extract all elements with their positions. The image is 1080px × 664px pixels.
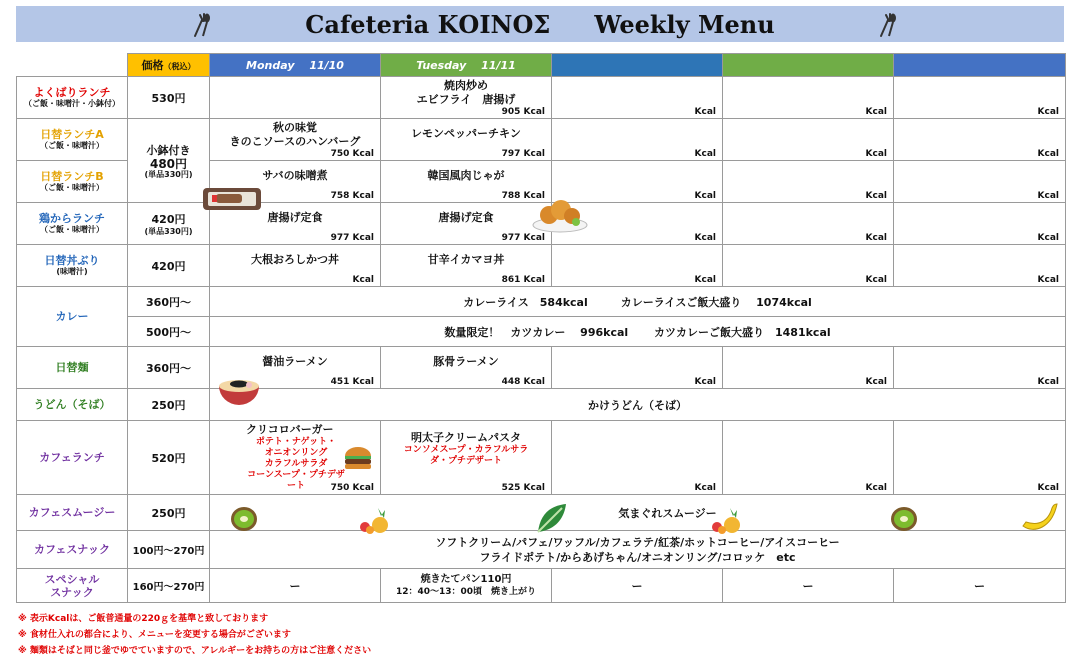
menu-row-noodle <box>17 347 1066 389</box>
vegetable-icon <box>534 502 570 534</box>
tuesday-cell: 唐揚げ定食 977 Kcal <box>381 203 552 245</box>
thursday-header <box>723 54 894 77</box>
footnote: ※ 麺類はそばと同じ釜でゆでていますので、アレルギーをお持ちの方はご注意ください <box>18 646 372 656</box>
wednesday-header <box>552 54 723 77</box>
pineapple-icon <box>358 506 392 534</box>
price-header: 価格（税込） <box>128 54 210 77</box>
monday-cell: クリコロバーガー ポテト・ナゲット・ オニオンリング カラフルサラダ コーンスープ・プチデザート 750 Kcal <box>210 421 381 495</box>
menu-title: Weekly Menu <box>594 9 775 39</box>
footnotes <box>18 611 371 659</box>
fried-chicken-icon <box>531 195 589 233</box>
udon-text: かけうどん（そば） <box>210 389 1066 421</box>
day4-cell: Kcal <box>723 245 894 287</box>
menu-row-cafe-lunch <box>17 421 1066 495</box>
day3-cell: Kcal <box>552 245 723 287</box>
row-price: 420円 <box>128 245 210 287</box>
monday-cell: サバの味噌煮 758 Kcal <box>210 161 381 203</box>
meal-box-icon <box>202 185 264 213</box>
row-price: 250円 <box>128 495 210 531</box>
menu-row-special-snack <box>17 569 1066 603</box>
row-name: 日替ランチA （ご飯・味噌汁） <box>17 119 128 161</box>
day3-cell: Kcal <box>552 77 723 119</box>
monday-cell: 唐揚げ定食 977 Kcal <box>210 203 381 245</box>
day5-cell: ー <box>894 569 1066 603</box>
ramen-icon <box>217 372 261 408</box>
tuesday-header: Tuesday 11/11 <box>381 54 552 77</box>
row-name: よくばりランチ （ご飯・味噌汁・小鉢付） <box>17 77 128 119</box>
kiwi-icon <box>890 506 918 532</box>
fork-spoon-icon <box>876 12 898 38</box>
day3-cell: Kcal <box>552 421 723 495</box>
monday-cell <box>210 77 381 119</box>
tuesday-cell: 韓国風肉じゃが 788 Kcal <box>381 161 552 203</box>
day3-cell: Kcal <box>552 119 723 161</box>
day5-cell: Kcal <box>894 421 1066 495</box>
menu-row-lunch-a <box>17 119 1066 161</box>
monday-cell: 醤油ラーメン 451 Kcal <box>210 347 381 389</box>
hamburger-icon <box>342 445 374 471</box>
friday-header <box>894 54 1066 77</box>
day4-cell: Kcal <box>723 421 894 495</box>
banana-icon <box>1020 500 1060 534</box>
row-name: カレー <box>17 287 128 347</box>
day3-cell: Kcal <box>552 347 723 389</box>
row-price: 100円～270円 <box>128 531 210 569</box>
curry-line-2: 数量限定！ カツカレー 996kcal カツカレーご飯大盛り 1481kcal <box>210 317 1066 347</box>
day5-cell: Kcal <box>894 245 1066 287</box>
menu-row-snack <box>17 531 1066 569</box>
day4-cell: Kcal <box>723 161 894 203</box>
day4-cell: ー <box>723 569 894 603</box>
kiwi-icon <box>230 506 258 532</box>
menu-row-donburi <box>17 245 1066 287</box>
row-price: 500円～ <box>128 317 210 347</box>
row-name: 日替麺 <box>17 347 128 389</box>
day3-cell: Kcal <box>552 203 723 245</box>
day4-cell: Kcal <box>723 347 894 389</box>
day3-cell: Kcal <box>552 161 723 203</box>
snack-text: ソフトクリーム/パフェ/ワッフル/カフェラテ/紅茶/ホットコーヒー/アイスコーヒー フライドポテト/からあげちゃん/オニオンリング/コロッケ etc <box>210 531 1066 569</box>
cafeteria-name: Cafeteria ΚΟΙΝΟΣ <box>305 9 551 39</box>
row-price: 360円～ <box>128 347 210 389</box>
row-name: うどん（そば） <box>17 389 128 421</box>
day4-cell: Kcal <box>723 203 894 245</box>
monday-cell: 秋の味覚 きのこソースのハンバーグ 750 Kcal <box>210 119 381 161</box>
row-name: 日替丼ぶり (味噌汁) <box>17 245 128 287</box>
day4-cell: Kcal <box>723 119 894 161</box>
menu-row-curry-2 <box>17 317 1066 347</box>
row-name: カフェスナック <box>17 531 128 569</box>
row-price: 360円～ <box>128 287 210 317</box>
row-price: 530円 <box>128 77 210 119</box>
row-name: スペシャル スナック <box>17 569 128 603</box>
monday-cell: 大根おろしかつ丼 Kcal <box>210 245 381 287</box>
day5-cell: Kcal <box>894 203 1066 245</box>
day4-cell: Kcal <box>723 77 894 119</box>
day5-cell: Kcal <box>894 119 1066 161</box>
curry-line-1: カレーライス 584kcal カレーライスご飯大盛り 1074kcal <box>210 287 1066 317</box>
monday-cell: ー <box>210 569 381 603</box>
tuesday-cell: 焼きたてパン110円 12：40～13：00頃 焼き上がり <box>381 569 552 603</box>
menu-row-curry <box>17 287 1066 317</box>
footnote: ※ 表示Kcalは、ご飯普通量の220ｇを基準と致しております <box>18 614 269 624</box>
tuesday-cell: 焼肉炒め エビフライ 唐揚げ 905 Kcal <box>381 77 552 119</box>
pineapple-icon <box>710 506 744 534</box>
row-name: 日替ランチB （ご飯・味噌汁） <box>17 161 128 203</box>
smoothie-text: 気まぐれスムージー <box>210 495 1066 531</box>
row-name: 鶏からランチ （ご飯・味噌汁） <box>17 203 128 245</box>
tuesday-cell: レモンペッパーチキン 797 Kcal <box>381 119 552 161</box>
title-banner <box>16 6 1064 42</box>
day3-cell: ー <box>552 569 723 603</box>
day5-cell: Kcal <box>894 77 1066 119</box>
row-price: 160円～270円 <box>128 569 210 603</box>
day5-cell: Kcal <box>894 347 1066 389</box>
day5-cell: Kcal <box>894 161 1066 203</box>
header-row <box>17 54 1066 77</box>
row-name: カフェスムージー <box>17 495 128 531</box>
row-price: 小鉢付き 480円 (単品330円) <box>128 119 210 203</box>
row-price: 250円 <box>128 389 210 421</box>
row-price: 420円 (単品330円) <box>128 203 210 245</box>
menu-row-yokubari <box>17 77 1066 119</box>
row-name: カフェランチ <box>17 421 128 495</box>
footnote: ※ 食材仕入れの都合により、メニューを変更する場合がございます <box>18 630 291 640</box>
tuesday-cell: 豚骨ラーメン 448 Kcal <box>381 347 552 389</box>
monday-header: Monday 11/10 <box>210 54 381 77</box>
tuesday-cell: 甘辛イカマヨ丼 861 Kcal <box>381 245 552 287</box>
fork-spoon-icon <box>190 12 212 38</box>
row-price: 520円 <box>128 421 210 495</box>
tuesday-cell: 明太子クリームパスタ コンソメスープ・カラフルサラ ダ・プチデザート 525 Kcal <box>381 421 552 495</box>
menu-row-udon <box>17 389 1066 421</box>
